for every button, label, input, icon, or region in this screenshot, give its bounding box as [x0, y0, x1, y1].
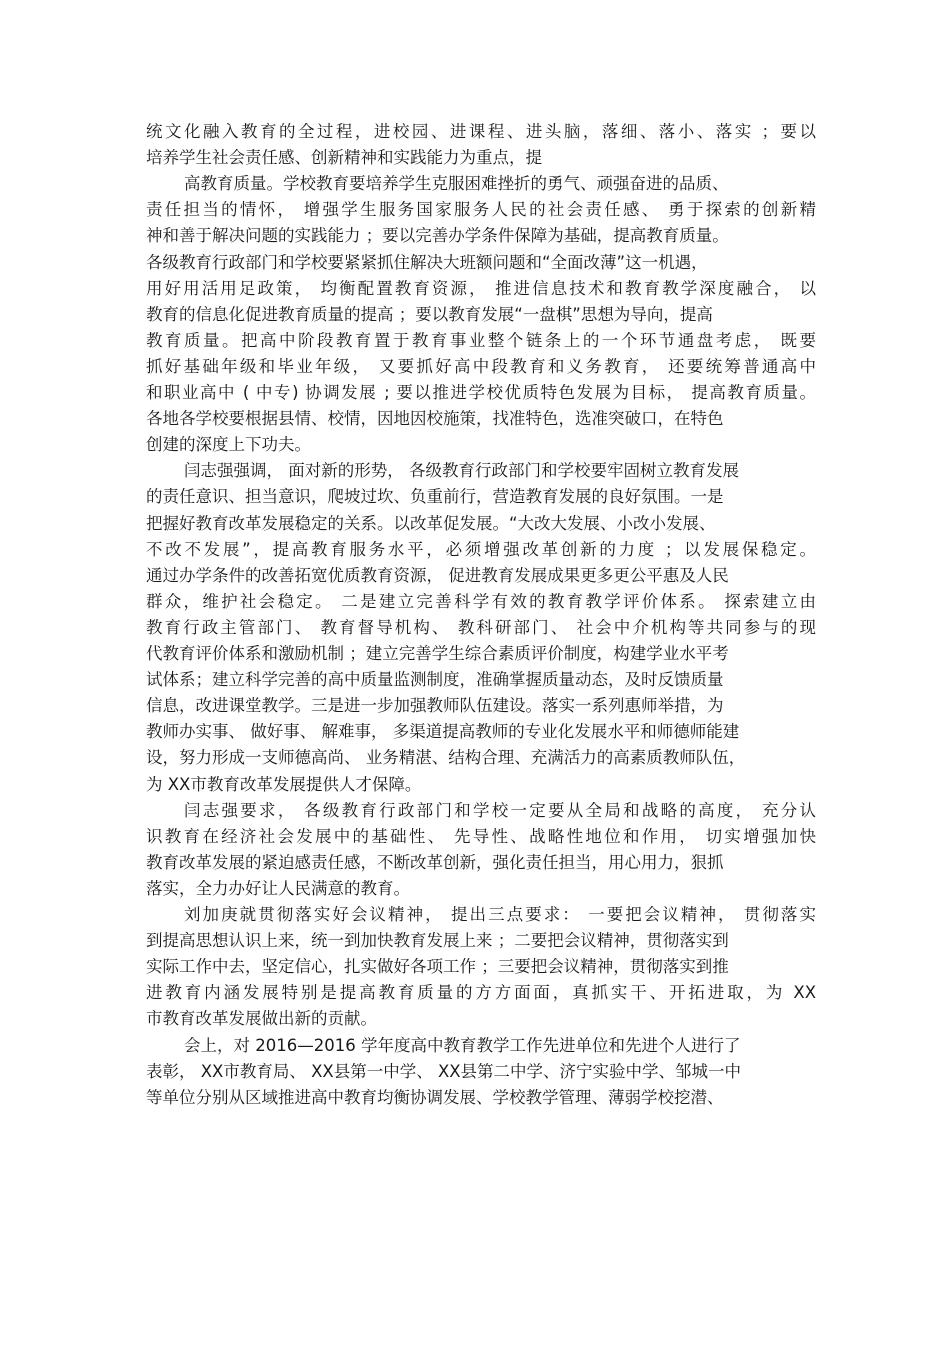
text-line: 高教育质量。学校教育要培养学生克服困难挫折的勇气、顽强奋进的品质、 — [184, 174, 729, 194]
text-line: 代教育评价体系和激励机制 ；建立完善学生综合素质评价制度，构建学业水平考 — [146, 644, 729, 663]
text-line: 设，努力形成一支师德高尚、 业务精湛、结构合理、充满活力的高素质教师队伍， — [146, 748, 746, 768]
text-line: 试体系；建立科学完善的高中质量监测制度，准确掌握质量动态，及时反馈质量 — [146, 670, 724, 690]
text-line: 闫志强要求， 各级教育行政部门和学校一定要从全局和战略的高度， 充分认 — [184, 800, 816, 820]
text-line: 教育行政主管部门、 教育督导机构、 教科研部门、 社会中介机构等共同参与的现 — [146, 617, 816, 637]
text-line: 市教育改革发展做出新的贡献。 — [146, 1009, 377, 1029]
text-line: 信息，改进课堂教学。三是进一步加强教师队伍建设。落实一系列惠师举措，为 — [146, 696, 724, 716]
text-line: 闫志强强调， 面对新的形势， 各级教育行政部门和学校要牢固树立教育发展 — [184, 461, 739, 481]
text-line: 的责任意识、担当意识，爬坡过坎、负重前行，营造教育发展的良好氛围。一是 — [146, 487, 724, 507]
text-line: 统文化融入教育的全过程，进校园、进课程、进头脑，落细、落小、落实 ；要以 — [146, 122, 816, 141]
text-line: 把握好教育改革发展稳定的关系。以改革促发展。“大改大发展、小改小发展、 — [146, 513, 716, 533]
text-line: 会上，对 2016—2016 学年度高中教育教学工作先进单位和先进个人进行了 — [184, 1035, 741, 1055]
text-line: 实际工作中去，坚定信心，扎实做好各项工作 ；三要把会议精神，贯彻落实到推 — [146, 957, 729, 977]
text-line: 教育的信息化促进教育质量的提高 ；要以教育发展“一盘棋”思想为导向，提高 — [146, 304, 713, 324]
text-line: 刘加庚就贯彻落实好会议精神， 提出三点要求： 一要把会议精神， 贯彻落实 — [184, 905, 816, 924]
text-line: 创建的深度上下功夫。 — [146, 435, 311, 455]
text-line: 群众，维护社会稳定。 二是建立完善科学有效的教育教学评价体系。 探索建立由 — [146, 591, 816, 611]
text-line: 用好用活用足政策， 均衡配置教育资源， 推进信息技术和教育教学深度融合， 以 — [146, 278, 816, 298]
text-line: 教师办实事、 做好事、 解难事， 多渠道提高教师的专业化发展水平和师德师能建 — [146, 722, 740, 742]
text-line: 到提高思想认识上来，统一到加快教育发展上来 ；二要把会议精神，贯彻落实到 — [146, 931, 729, 951]
text-line: 培养学生社会责任感、创新精神和实践能力为重点，提 — [146, 148, 542, 168]
text-line: 各级教育行政部门和学校要紧紧抓住解决大班额问题和“全面改薄”这一机遇， — [146, 252, 708, 272]
text-line: 不改不发展”，提高教育服务水平，必须增强改革创新的力度 ；以发展保稳定。 — [146, 539, 816, 559]
text-line: 识教育在经济社会发展中的基础性、 先导性、战略性地位和作用， 切实增强加快 — [146, 826, 816, 846]
text-line: 责任担当的情怀， 增强学生服务国家服务人民的社会责任感、 勇于探索的创新精 — [146, 200, 816, 220]
text-line: 神和善于解决问题的实践能力 ；要以完善办学条件保障为基础，提高教育质量。 — [146, 226, 729, 246]
text-line: 表彰， XX市教育局、 XX县第一中学、 XX县第二中学、济宁实验中学、邹城一中 — [146, 1061, 742, 1081]
text-line: 和职业高中 ( 中专) 协调发展 ; 要以推进学校优质特色发展为目标， 提高教育质量。 — [146, 383, 816, 402]
text-line: 落实，全力办好让人民满意的教育。 — [146, 878, 410, 898]
text-line: 教育改革发展的紧迫感责任感，不断改革创新，强化责任担当，用心用力，狠抓 — [146, 852, 724, 872]
text-line: 通过办学条件的改善拓宽优质教育资源， 促进教育发展成果更多更公平惠及人民 — [146, 565, 729, 585]
text-line: 教育质量。把高中阶段教育置于教育事业整个链条上的一个环节通盘考虑， 既要 — [146, 330, 816, 350]
text-line: 进教育内涵发展特别是提高教育质量的方方面面，真抓实干、开拓进取，为 XX — [146, 983, 816, 1003]
text-line: 为 XX市教育改革发展提供人才保障。 — [146, 774, 422, 794]
text-line: 抓好基础年级和毕业年级， 又要抓好高中段教育和义务教育， 还要统筹普通高中 — [146, 356, 816, 376]
text-line: 等单位分别从区域推进高中教育均衡协调发展、学校教学管理、薄弱学校挖潜、 — [146, 1087, 724, 1107]
text-line: 各地各学校要根据县情、校情，因地因校施策，找准特色，选准突破口，在特色 — [146, 409, 724, 429]
